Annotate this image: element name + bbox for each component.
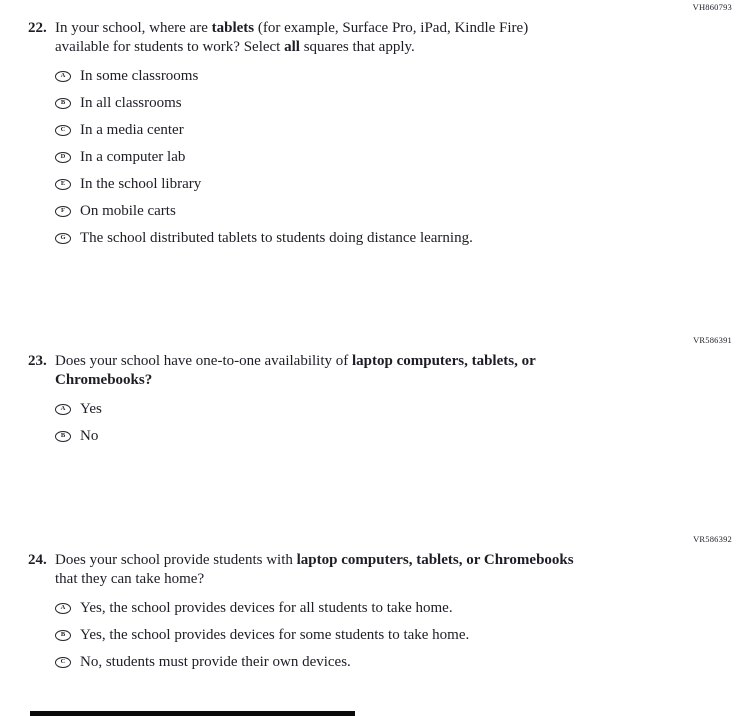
- question-code: VR586392: [693, 534, 732, 544]
- answer-bubble-icon[interactable]: [55, 603, 71, 614]
- answer-bubble-icon[interactable]: [55, 152, 71, 163]
- option-letter: D: [60, 153, 66, 161]
- prompt-segment: squares that apply.: [299, 38, 415, 55]
- answer-option[interactable]: [55, 150, 737, 165]
- answer-bubble-icon[interactable]: [55, 71, 71, 82]
- question-block: [0, 2, 737, 258]
- prompt-segment: laptop computers, tablets, or Chromebooks: [296, 552, 574, 568]
- question-prompt: [55, 352, 581, 389]
- option-letter: A: [60, 72, 66, 80]
- option-label: No: [80, 428, 99, 444]
- question-number: 22.: [28, 20, 47, 36]
- prompt-segment: that they can take home?: [55, 570, 205, 587]
- option-label: In some classrooms: [80, 68, 199, 84]
- question-code: VH860793: [692, 2, 732, 12]
- answer-option[interactable]: [55, 96, 737, 111]
- answer-option[interactable]: [55, 402, 737, 417]
- answer-bubble-icon[interactable]: [55, 657, 71, 668]
- option-label: In the school library: [80, 176, 202, 192]
- answer-option[interactable]: [55, 204, 737, 219]
- prompt-segment: tablets: [211, 20, 255, 36]
- answer-option[interactable]: [55, 628, 737, 643]
- question-prompt: [55, 551, 581, 588]
- question-code: VR586391: [693, 335, 732, 345]
- option-letter: E: [60, 180, 66, 188]
- option-label: In all classrooms: [80, 95, 182, 111]
- answer-bubble-icon[interactable]: [55, 431, 71, 442]
- option-label: Yes, the school provides devices for some students to take home.: [80, 627, 470, 643]
- question-number: 23.: [28, 353, 47, 369]
- answer-bubble-icon[interactable]: [55, 233, 71, 244]
- options-list: [0, 402, 737, 444]
- option-letter: A: [60, 604, 66, 612]
- answer-option[interactable]: [55, 69, 737, 84]
- option-letter: B: [60, 432, 66, 440]
- option-letter: C: [60, 126, 66, 134]
- question-row: [0, 352, 737, 389]
- option-letter: C: [60, 658, 66, 666]
- answer-option[interactable]: [55, 429, 737, 444]
- option-letter: G: [60, 234, 66, 242]
- option-label: Yes, the school provides devices for all students to take home.: [80, 600, 453, 616]
- option-letter: F: [61, 207, 65, 215]
- answer-bubble-icon[interactable]: [55, 206, 71, 217]
- option-label: Yes: [80, 401, 102, 417]
- answer-option[interactable]: [55, 231, 737, 246]
- prompt-segment: In your school, where are: [55, 20, 212, 36]
- option-letter: A: [60, 405, 66, 413]
- prompt-segment: Does your school provide students with: [55, 552, 297, 568]
- answer-bubble-icon[interactable]: [55, 404, 71, 415]
- prompt-segment: Does your school have one-to-one availability of: [55, 353, 352, 369]
- option-label: On mobile carts: [80, 203, 176, 219]
- page-bottom-bar: [30, 711, 355, 716]
- question-prompt: [55, 19, 581, 56]
- option-letter: B: [60, 99, 66, 107]
- prompt-segment: all: [284, 38, 300, 55]
- answer-bubble-icon[interactable]: [55, 630, 71, 641]
- option-label: In a computer lab: [80, 149, 186, 165]
- prompt-segment: laptop computers, tablets, or Chromebooks?: [55, 353, 536, 388]
- question-row: [0, 19, 737, 56]
- answer-option[interactable]: [55, 601, 737, 616]
- answer-option[interactable]: [55, 177, 737, 192]
- options-list: [0, 601, 737, 670]
- option-label: In a media center: [80, 122, 184, 138]
- options-list: [0, 69, 737, 246]
- answer-bubble-icon[interactable]: [55, 125, 71, 136]
- prompt-segment: (for example, Surface Pro, iPad, Kindle Fire) available for students to work? Select: [55, 20, 529, 55]
- answer-option[interactable]: [55, 655, 737, 670]
- question-row: [0, 551, 737, 588]
- answer-bubble-icon[interactable]: [55, 179, 71, 190]
- option-label: No, students must provide their own devices.: [80, 654, 351, 670]
- answer-option[interactable]: [55, 123, 737, 138]
- question-block: [0, 534, 737, 682]
- option-letter: B: [60, 631, 66, 639]
- answer-bubble-icon[interactable]: [55, 98, 71, 109]
- question-number: 24.: [28, 552, 47, 568]
- option-label: The school distributed tablets to students doing distance learning.: [80, 230, 473, 246]
- question-block: [0, 335, 737, 456]
